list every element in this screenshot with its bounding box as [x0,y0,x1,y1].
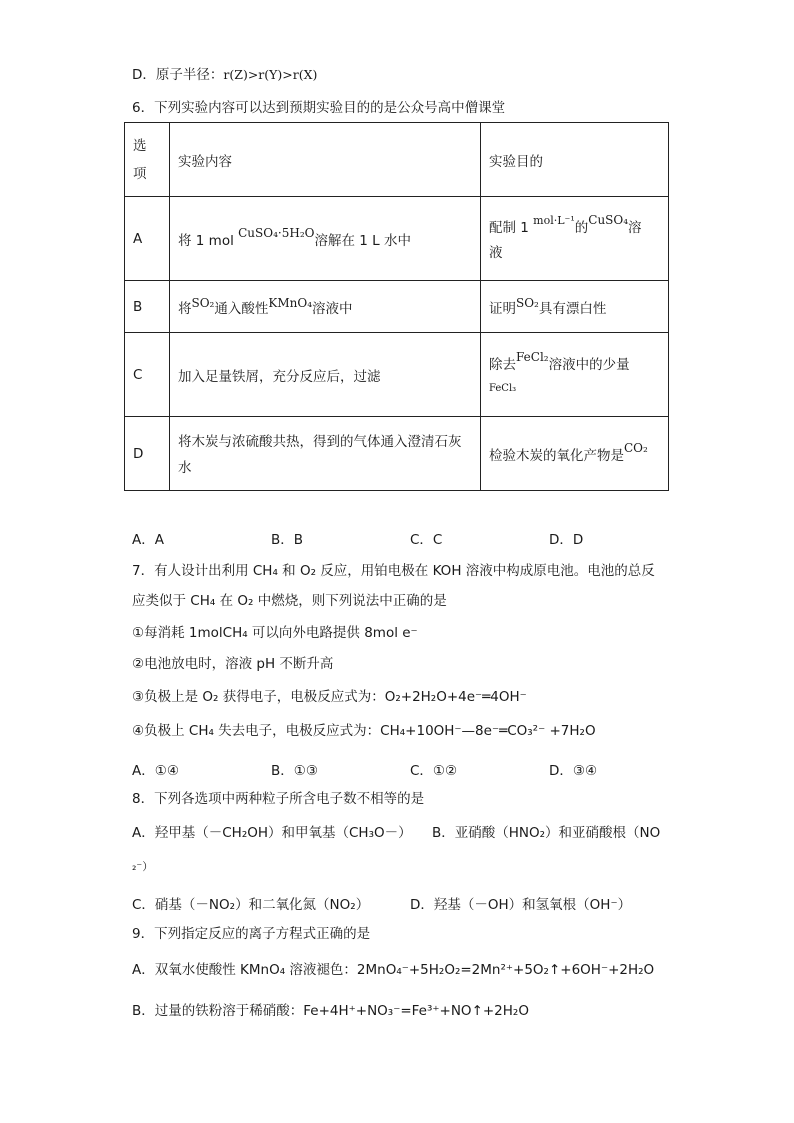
q9-option-a[interactable]: A．双氧水使酸性 KMnO₄ 溶液褪色：2MnO₄⁻+5H₂O₂=2Mn²⁺+5O₂↑+6OH⁻+2H₂O [132,962,655,978]
table-row [125,417,669,491]
q7-option-c[interactable]: C．①② [410,763,458,779]
q7-statement-3: ③负极上是 O₂ 获得电子，电极反应式为：O₂+2H₂O+4e⁻═4OH⁻ [132,689,527,705]
row-option: C [125,333,170,417]
header-purpose: 实验目的 [481,123,669,197]
row-content: 加入足量铁屑，充分反应后，过滤 [170,333,481,417]
q8-option-a[interactable]: A．羟甲基（－CH₂OH）和甲氧基（CH₃O－） [132,825,412,841]
q7-option-d[interactable]: D．③④ [549,763,598,779]
header-content: 实验内容 [170,123,481,197]
q5-option-d-label: D．原子半径： [132,67,224,83]
row-purpose: 配制 1 $^{mol\cdot L^{-1}}$的CuSO₄溶 液 [481,197,669,281]
q7-statement-4: ④负极上 CH₄ 失去电子，电极反应式为：CH₄+10OH⁻—8e⁻═CO₃²⁻ +7H₂O [132,723,596,739]
row-purpose: 检验木炭的氧化产物是CO₂ [481,417,669,491]
row-purpose: 证明SO₂具有漂白性 [481,281,669,333]
row-option: B [125,281,170,333]
q6-option-d[interactable]: D．D [549,532,584,548]
q6-option-c[interactable]: C．C [410,532,443,548]
table-row [125,333,669,417]
table-header-row [125,123,669,197]
q8-option-d[interactable]: D．羟基（－OH）和氢氧根（OH⁻） [410,897,632,913]
q7-statement-1: ①每消耗 1molCH₄ 可以向外电路提供 8mol e⁻ [132,625,418,641]
q7-stem-line2: 应类似于 CH₄ 在 O₂ 中燃烧，则下列说法中正确的是 [132,593,447,609]
row-purpose: 除去FeCl₂溶液中的少量 FeCl₃ [481,333,669,417]
q9-stem: 9．下列指定反应的离子方程式正确的是 [132,926,371,942]
table-row [125,197,669,281]
header-option: 选项 [125,123,170,197]
q7-option-a[interactable]: A．①④ [132,763,179,779]
row-content: 将 1 mol CuSO₄·5H₂O溶解在 1 L 水中 [170,197,481,281]
q7-option-b[interactable]: B．①③ [271,763,318,779]
q5-option-d-formula: r(Z)>r(Y)>r(X) [223,67,318,82]
table-row [125,281,669,333]
q7-statement-2: ②电池放电时，溶液 pH 不断升高 [132,656,334,672]
q6-table [124,122,669,491]
row-content: 将SO₂通入酸性KMnO₄溶液中 [170,281,481,333]
row-content: 将木炭与浓硫酸共热，得到的气体通入澄清石灰 水 [170,417,481,491]
q5-option-d [132,66,317,84]
q6-option-a[interactable]: A．A [132,532,164,548]
q9-option-b[interactable]: B．过量的铁粉溶于稀硝酸：Fe+4H⁺+NO₃⁻=Fe³⁺+NO↑+2H₂O [132,1003,529,1019]
row-option: D [125,417,170,491]
q7-stem-line1: 7．有人设计出利用 CH₄ 和 O₂ 反应，用铂电极在 KOH 溶液中构成原电池。电池的总反 [132,563,655,579]
q8-option-c[interactable]: C．硝基（－NO₂）和二氧化氮（NO₂） [132,897,370,913]
q8-option-b-continued: ₂⁻） [132,860,154,873]
q8-option-b[interactable]: B．亚硝酸（HNO₂）和亚硝酸根（NO [432,825,661,841]
q8-stem: 8．下列各选项中两种粒子所含电子数不相等的是 [132,791,425,807]
row-option: A [125,197,170,281]
q6-stem: 6．下列实验内容可以达到预期实验目的的是公众号高中僧课堂 [132,100,506,116]
q6-option-b[interactable]: B．B [271,532,304,548]
